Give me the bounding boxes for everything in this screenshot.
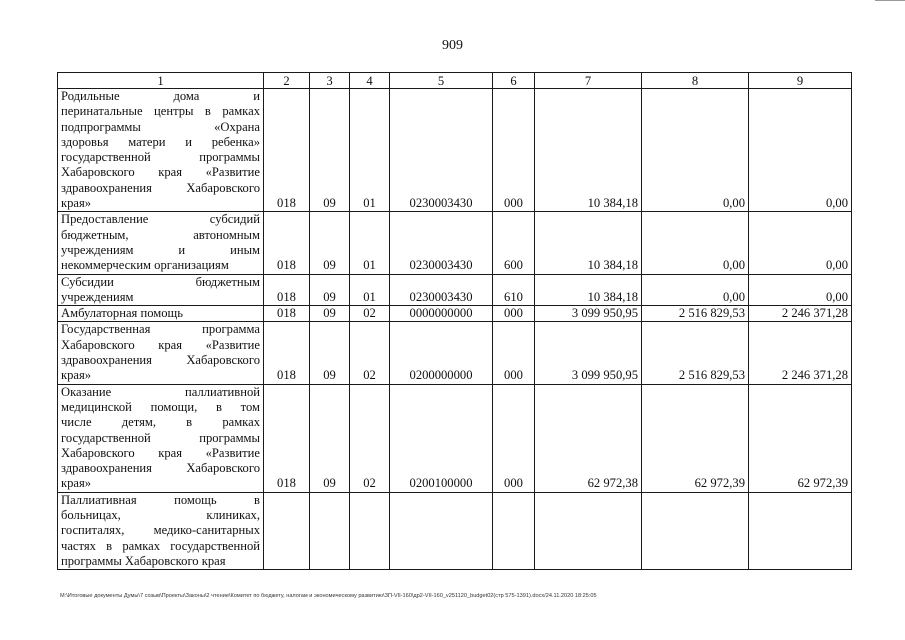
subsection-code-cell: 01 xyxy=(350,89,390,212)
row-name-cell xyxy=(58,274,264,306)
row-name-cell xyxy=(58,212,264,274)
amount-2021-cell: 10 384,18 xyxy=(535,89,642,212)
expense-type-cell: 000 xyxy=(493,89,535,212)
amount-2022-cell: 2 516 829,53 xyxy=(642,306,749,322)
subsection-code-cell: 01 xyxy=(350,274,390,306)
admin-code-cell: 018 xyxy=(264,274,310,306)
target-article-cell: 0230003430 xyxy=(390,89,493,212)
row-name-line: Хабаровского края «Развитие xyxy=(61,445,260,460)
row-name-line: Предоставление субсидий xyxy=(61,212,260,227)
amount-2022-cell: 0,00 xyxy=(642,274,749,306)
page-number: 909 xyxy=(442,38,463,53)
expense-type-cell: 000 xyxy=(493,384,535,492)
header-cell: 2 xyxy=(264,73,310,89)
subsection-code-cell: 01 xyxy=(350,212,390,274)
subsection-code-cell: 02 xyxy=(350,322,390,384)
row-name-line: государственной программы xyxy=(61,150,260,165)
row-name-line: учреждениям xyxy=(61,289,134,304)
table-row xyxy=(58,212,852,274)
row-name-line: подпрограммы «Охрана xyxy=(61,119,260,134)
amount-2021-cell: 10 384,18 xyxy=(535,212,642,274)
expense-type-cell: 000 xyxy=(493,322,535,384)
section-code-cell: 09 xyxy=(310,274,350,306)
table-row xyxy=(58,306,852,322)
amount-2021-cell: 3 099 950,95 xyxy=(535,306,642,322)
amount-2023-cell: 2 246 371,28 xyxy=(749,306,852,322)
amount-2021-cell: 10 384,18 xyxy=(535,274,642,306)
amount-2023-cell: 62 972,39 xyxy=(749,384,852,492)
row-name-line: некоммерческим организациям xyxy=(61,258,229,273)
target-article-cell: 0230003430 xyxy=(390,274,493,306)
section-code-cell: 09 xyxy=(310,384,350,492)
row-name-line: частях в рамках государственной xyxy=(61,538,260,553)
amount-2022-cell xyxy=(642,492,749,569)
row-name-line: медицинской помощи, в том xyxy=(61,399,260,414)
row-name-line: края» xyxy=(61,476,92,491)
expense-type-cell xyxy=(493,492,535,569)
target-article-cell: 0000000000 xyxy=(390,306,493,322)
header-cell: 7 xyxy=(535,73,642,89)
amount-2022-cell: 0,00 xyxy=(642,89,749,212)
amount-2021-cell: 3 099 950,95 xyxy=(535,322,642,384)
row-name-cell xyxy=(58,89,264,212)
amount-2023-cell: 0,00 xyxy=(749,89,852,212)
header-cell: 3 xyxy=(310,73,350,89)
subsection-code-cell: 02 xyxy=(350,306,390,322)
row-name-cell xyxy=(58,492,264,569)
row-name-line: учреждениям и иным xyxy=(61,242,260,257)
target-article-cell: 0230003430 xyxy=(390,212,493,274)
row-name-line: числе детям, в рамках xyxy=(61,415,260,430)
target-article-cell: 0200100000 xyxy=(390,384,493,492)
expense-type-cell: 000 xyxy=(493,306,535,322)
amount-2023-cell: 2 246 371,28 xyxy=(749,322,852,384)
admin-code-cell: 018 xyxy=(264,384,310,492)
table-row xyxy=(58,274,852,306)
subsection-code-cell: 02 xyxy=(350,384,390,492)
row-name-line: Паллиативная помощь в xyxy=(61,492,260,507)
section-code-cell: 09 xyxy=(310,89,350,212)
header-cell: 6 xyxy=(493,73,535,89)
expense-type-cell: 600 xyxy=(493,212,535,274)
header-row xyxy=(58,73,852,89)
row-name-line: Государственная программа xyxy=(61,322,260,337)
target-article-cell: 0200000000 xyxy=(390,322,493,384)
row-name-line: края» xyxy=(61,196,92,211)
header-cell: 9 xyxy=(749,73,852,89)
table-row xyxy=(58,492,852,569)
row-name-line: Оказание паллиативной xyxy=(61,384,260,399)
amount-2023-cell: 0,00 xyxy=(749,212,852,274)
table-row xyxy=(58,322,852,384)
row-name-line: перинатальные центры в рамках xyxy=(61,104,260,119)
row-name-line: государственной программы xyxy=(61,430,260,445)
row-name-cell xyxy=(58,306,264,322)
section-code-cell: 09 xyxy=(310,212,350,274)
row-name-cell xyxy=(58,384,264,492)
admin-code-cell: 018 xyxy=(264,306,310,322)
header-cell: 1 xyxy=(58,73,264,89)
header-cell: 5 xyxy=(390,73,493,89)
section-code-cell: 09 xyxy=(310,306,350,322)
row-name-line: Субсидии бюджетным xyxy=(61,274,260,289)
row-name-line: госпиталях, медико-санитарных xyxy=(61,523,260,538)
row-name-cell xyxy=(58,322,264,384)
page-corner-mark xyxy=(875,0,905,5)
table-row xyxy=(58,384,852,492)
admin-code-cell: 018 xyxy=(264,89,310,212)
amount-2023-cell xyxy=(749,492,852,569)
row-name-line: Хабаровского края «Развитие xyxy=(61,165,260,180)
amount-2022-cell: 2 516 829,53 xyxy=(642,322,749,384)
subsection-code-cell xyxy=(350,492,390,569)
row-name-line: здоровья матери и ребенка» xyxy=(61,134,260,149)
row-name-line: здравоохранения Хабаровского xyxy=(61,180,260,195)
admin-code-cell: 018 xyxy=(264,322,310,384)
row-name-line: программы Хабаровского края xyxy=(61,553,226,568)
row-name-line: края» xyxy=(61,368,92,383)
row-name-line: больницах, клиниках, xyxy=(61,508,260,523)
row-name-line: Родильные дома и xyxy=(61,89,260,103)
table-row xyxy=(58,89,852,212)
section-code-cell xyxy=(310,492,350,569)
amount-2022-cell: 0,00 xyxy=(642,212,749,274)
row-name-line: Амбулаторная помощь xyxy=(61,306,183,321)
admin-code-cell: 018 xyxy=(264,212,310,274)
row-name-line: здравоохранения Хабаровского xyxy=(61,353,260,368)
row-name-line: Хабаровского края «Развитие xyxy=(61,337,260,352)
row-name-line: бюджетным, автономным xyxy=(61,227,260,242)
admin-code-cell xyxy=(264,492,310,569)
section-code-cell: 09 xyxy=(310,322,350,384)
row-name-line: здравоохранения Хабаровского xyxy=(61,461,260,476)
header-cell: 4 xyxy=(350,73,390,89)
amount-2022-cell: 62 972,39 xyxy=(642,384,749,492)
amount-2021-cell xyxy=(535,492,642,569)
document-path-footer: M:\Итоговые документы Думы\7 созыв\Проекты\Законы\2 чтение\Комитет по бюджету, налогам и экономическому развитию\ЗП-VII-160\др2-VII-160_v251120_budget02(стр 575-1391).docx/24.11.2020 18:25:05 xyxy=(60,593,597,599)
amount-2021-cell: 62 972,38 xyxy=(535,384,642,492)
expense-type-cell: 610 xyxy=(493,274,535,306)
header-cell: 8 xyxy=(642,73,749,89)
budget-table xyxy=(57,72,852,570)
amount-2023-cell: 0,00 xyxy=(749,274,852,306)
target-article-cell xyxy=(390,492,493,569)
